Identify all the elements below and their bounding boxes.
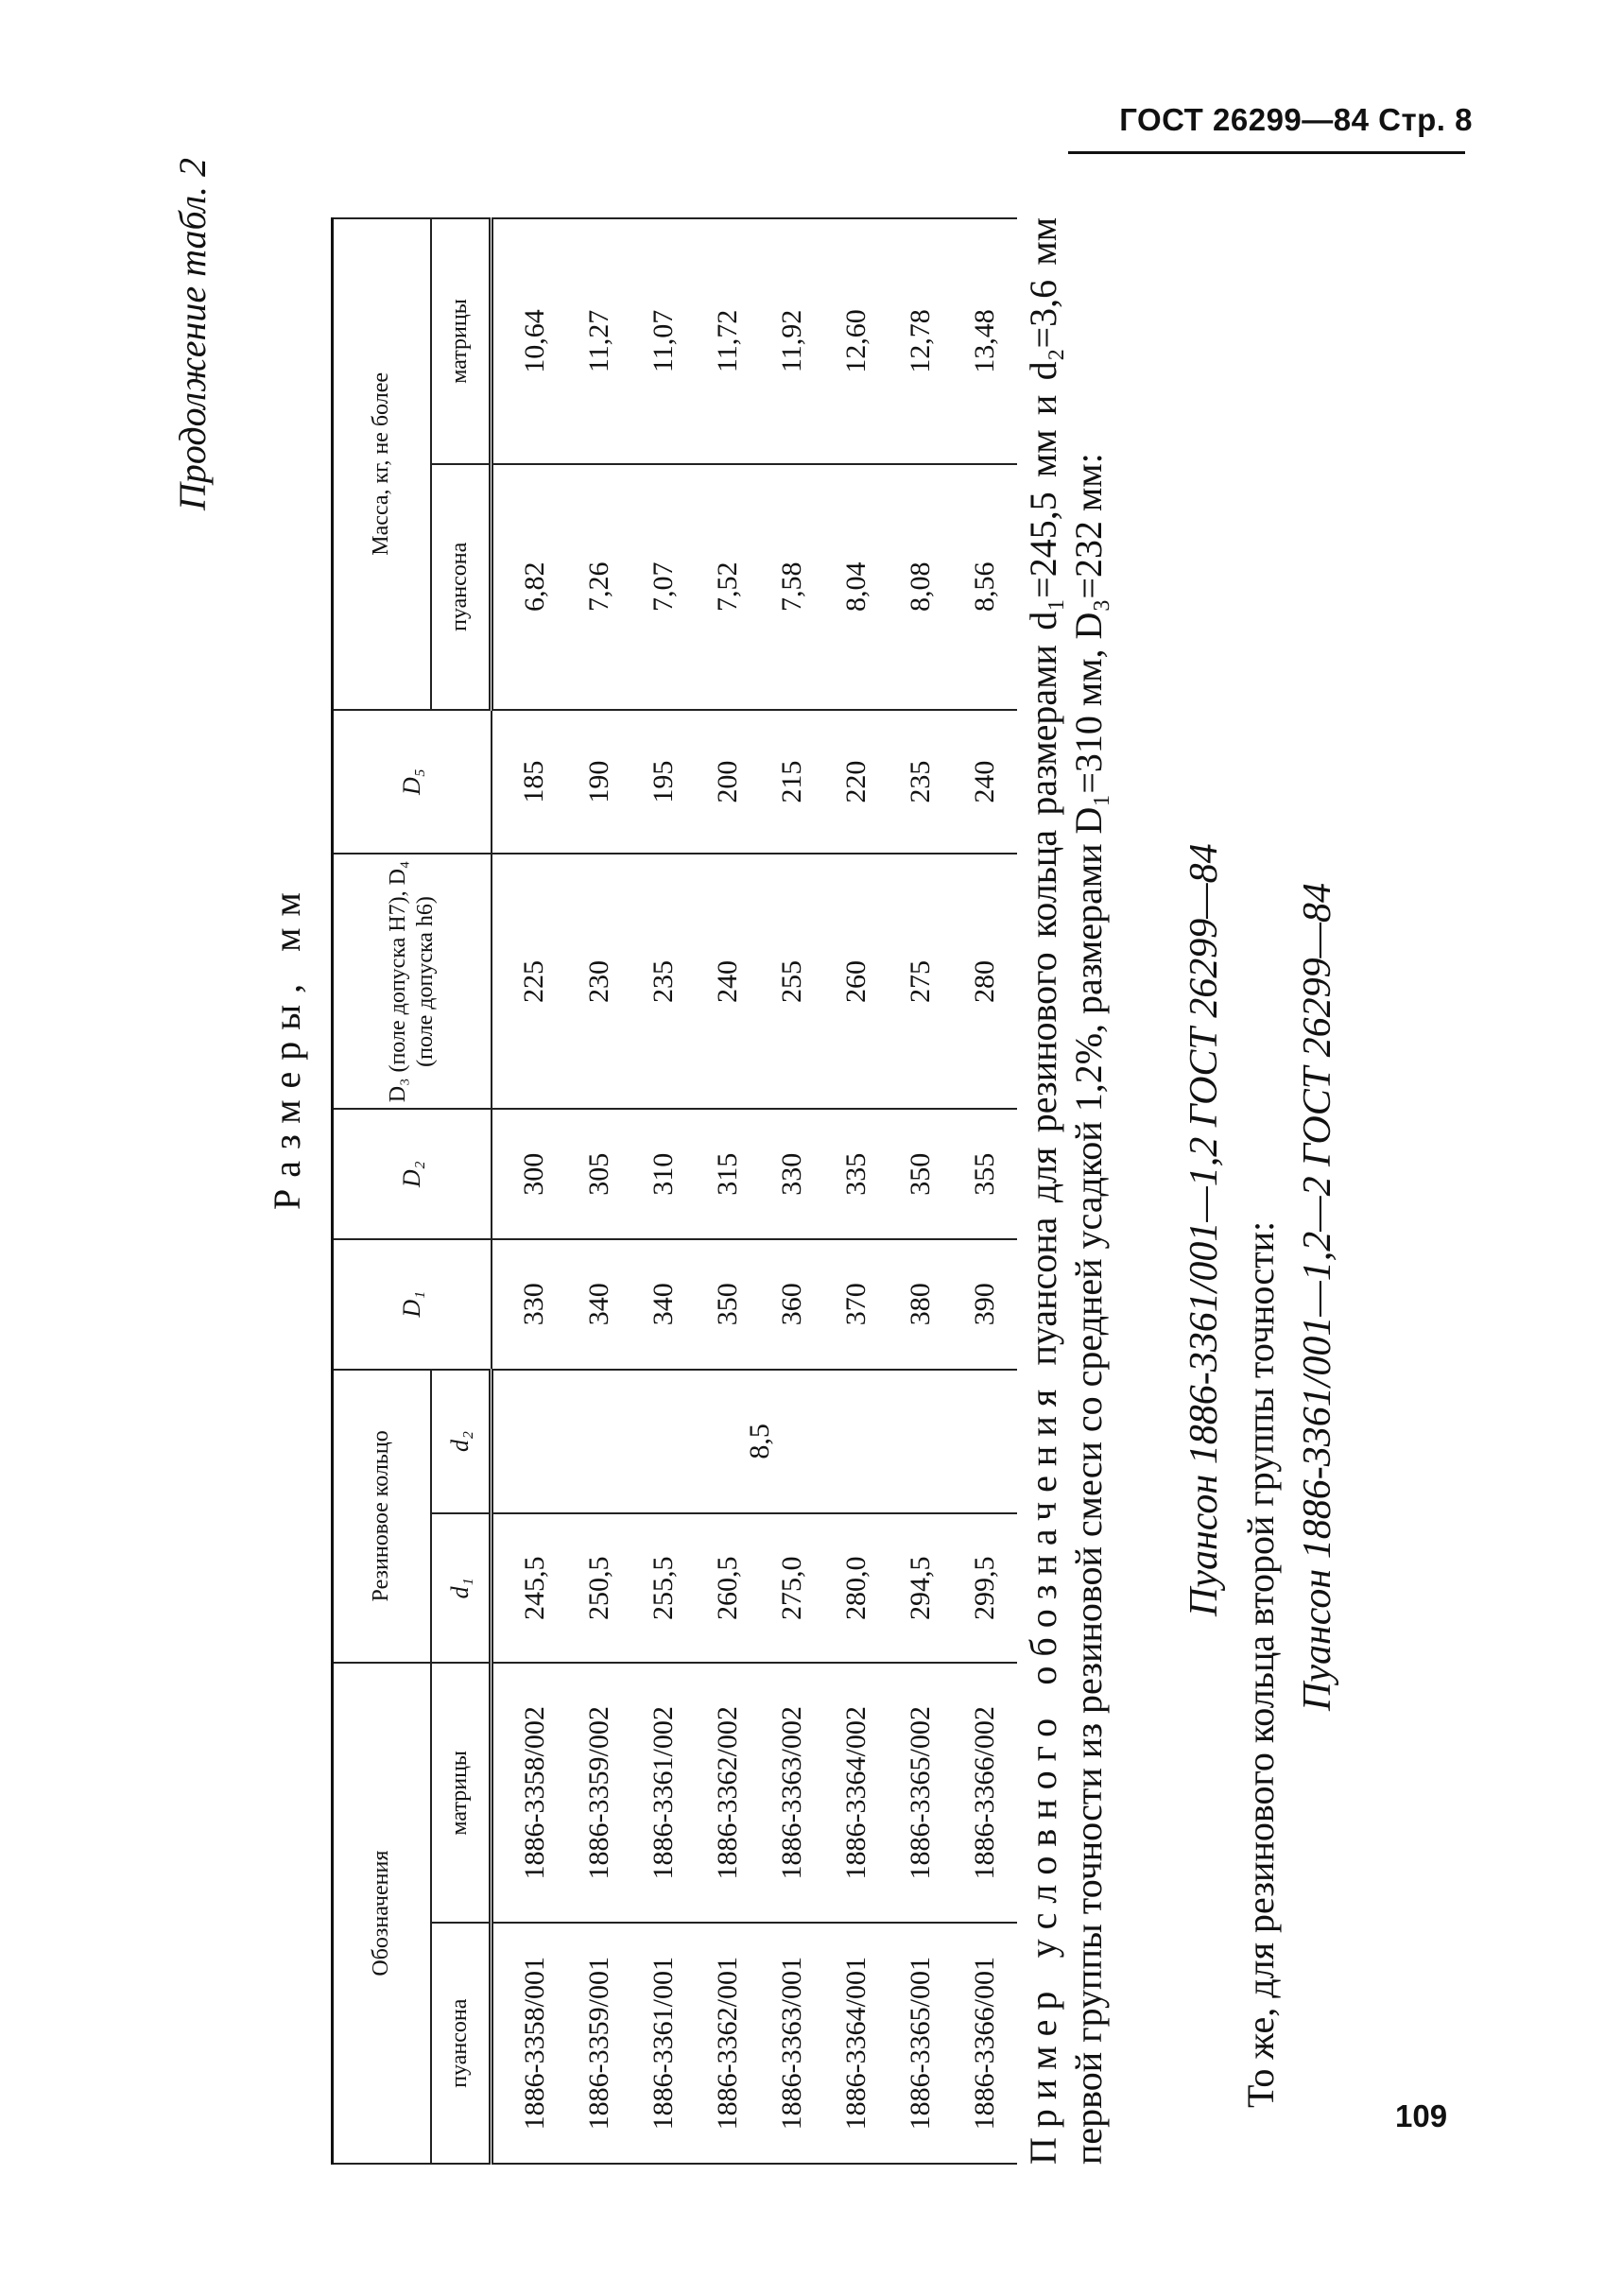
cell-d1: 294,5 bbox=[889, 1513, 953, 1663]
cell-d2: 305 bbox=[567, 1109, 631, 1239]
cell-die: 1886-3365/002 bbox=[889, 1663, 953, 1923]
cell-d34: 235 bbox=[631, 854, 696, 1109]
cell-d1: 275,0 bbox=[760, 1513, 824, 1663]
cell-d2: 300 bbox=[492, 1109, 568, 1239]
table-row bbox=[492, 218, 568, 2164]
example-second-text: То же, для резинового кольца второй группы точности: bbox=[1239, 1220, 1282, 2108]
continuation-label: Продолжение табл. 2 bbox=[171, 157, 214, 510]
cell-d5: 190 bbox=[567, 710, 631, 855]
cell-d1: 280,0 bbox=[824, 1513, 889, 1663]
table-caption: Размеры, мм bbox=[266, 881, 308, 1210]
cell-m-punch: 7,52 bbox=[696, 464, 760, 710]
cell-d2: 315 bbox=[696, 1109, 760, 1239]
header-punch: пуансона bbox=[431, 1923, 492, 2164]
cell-die: 1886-3363/002 bbox=[760, 1663, 824, 1923]
header-d1: d₁ bbox=[431, 1513, 492, 1663]
table-row bbox=[889, 218, 953, 2164]
cell-d1: 370 bbox=[824, 1239, 889, 1370]
cell-d34: 240 bbox=[696, 854, 760, 1109]
cell-d5: 235 bbox=[889, 710, 953, 855]
cell-die: 1886-3359/002 bbox=[567, 1663, 631, 1923]
cell-d34: 280 bbox=[953, 854, 1017, 1109]
cell-punch: 1886-3365/001 bbox=[889, 1923, 953, 2164]
cell-m-die: 13,48 bbox=[953, 218, 1017, 464]
cell-d2-common: 8,5 bbox=[492, 1370, 1018, 1514]
header-D5: D₅ bbox=[333, 710, 492, 855]
table-row bbox=[631, 218, 696, 2164]
cell-m-die: 11,92 bbox=[760, 218, 824, 464]
cell-die: 1886-3364/002 bbox=[824, 1663, 889, 1923]
header-D3-D4: D₃ (поле допуска H7), D₄ (поле допуска h6) bbox=[333, 854, 492, 1109]
cell-d1: 380 bbox=[889, 1239, 953, 1370]
table-row bbox=[567, 218, 631, 2164]
cell-d1: 340 bbox=[631, 1239, 696, 1370]
cell-d5: 220 bbox=[824, 710, 889, 855]
cell-m-punch: 8,04 bbox=[824, 464, 889, 710]
cell-d2: 330 bbox=[760, 1109, 824, 1239]
cell-d5: 215 bbox=[760, 710, 824, 855]
example-code-second-group: Пуансон 1886-3361/001—1,2—2 ГОСТ 26299—84 bbox=[1296, 883, 1339, 1711]
table-row bbox=[953, 218, 1017, 2164]
table-row bbox=[760, 218, 824, 2164]
cell-m-punch: 8,56 bbox=[953, 464, 1017, 710]
cell-m-die: 11,07 bbox=[631, 218, 696, 464]
table-row bbox=[696, 218, 760, 2164]
cell-d1: 299,5 bbox=[953, 1513, 1017, 1663]
cell-m-punch: 6,82 bbox=[492, 464, 568, 710]
example-code-first-group: Пуансон 1886-3361/001—1,2 ГОСТ 26299—84 bbox=[1182, 843, 1226, 1616]
cell-d5: 195 bbox=[631, 710, 696, 855]
cell-d2: 350 bbox=[889, 1109, 953, 1239]
cell-d34: 260 bbox=[824, 854, 889, 1109]
cell-d1: 360 bbox=[760, 1239, 824, 1370]
page-header bbox=[1119, 102, 1473, 138]
cell-m-punch: 7,26 bbox=[567, 464, 631, 710]
cell-m-die: 11,72 bbox=[696, 218, 760, 464]
header-rule bbox=[1068, 151, 1465, 154]
cell-punch: 1886-3363/001 bbox=[760, 1923, 824, 2164]
cell-punch: 1886-3362/001 bbox=[696, 1923, 760, 2164]
header-designation: Обозначения bbox=[333, 1663, 431, 2164]
gost-number: ГОСТ 26299—84 bbox=[1119, 102, 1370, 137]
header-mass-punch: пуансона bbox=[431, 464, 492, 710]
cell-d1: 245,5 bbox=[492, 1513, 568, 1663]
cell-m-die: 12,78 bbox=[889, 218, 953, 464]
header-mass: Масса, кг, не более bbox=[333, 218, 431, 710]
cell-d34: 255 bbox=[760, 854, 824, 1109]
designation-example bbox=[1021, 217, 1112, 2165]
cell-m-punch: 7,07 bbox=[631, 464, 696, 710]
cell-d1: 390 bbox=[953, 1239, 1017, 1370]
cell-d1: 340 bbox=[567, 1239, 631, 1370]
header-ring: Резиновое кольцо bbox=[333, 1370, 431, 1664]
cell-d34: 225 bbox=[492, 854, 568, 1109]
header-mass-die: матрицы bbox=[431, 218, 492, 464]
cell-d34: 230 bbox=[567, 854, 631, 1109]
cell-d1: 260,5 bbox=[696, 1513, 760, 1663]
header-d2: d₂ bbox=[431, 1370, 492, 1514]
cell-die: 1886-3358/002 bbox=[492, 1663, 568, 1923]
cell-die: 1886-3366/002 bbox=[953, 1663, 1017, 1923]
cell-punch: 1886-3364/001 bbox=[824, 1923, 889, 2164]
dimensions-table bbox=[331, 217, 1017, 2165]
cell-d5: 240 bbox=[953, 710, 1017, 855]
cell-m-punch: 8,08 bbox=[889, 464, 953, 710]
header-die: матрицы bbox=[431, 1663, 492, 1923]
rotated-content bbox=[161, 157, 1389, 2165]
header-D1: D₁ bbox=[333, 1239, 492, 1370]
cell-d5: 200 bbox=[696, 710, 760, 855]
cell-punch: 1886-3361/001 bbox=[631, 1923, 696, 2164]
page-number: 109 bbox=[1395, 2098, 1448, 2133]
cell-d1: 330 bbox=[492, 1239, 568, 1370]
cell-die: 1886-3362/002 bbox=[696, 1663, 760, 1923]
cell-d2: 335 bbox=[824, 1109, 889, 1239]
cell-m-die: 12,60 bbox=[824, 218, 889, 464]
cell-d34: 275 bbox=[889, 854, 953, 1109]
example-lead: Пример условного обозначения bbox=[1022, 1379, 1064, 2165]
page-label: Стр. 8 bbox=[1378, 102, 1473, 137]
cell-d2: 310 bbox=[631, 1109, 696, 1239]
cell-d1: 255,5 bbox=[631, 1513, 696, 1663]
example-text: пуансона для резинового кольца размерами d₁=245,5 мм и d₂=3,6 мм первой группы точности из резиновой смеси со средней усадкой 1,2%, размерами D₁=310 мм, D₃=232 мм: bbox=[1022, 216, 1110, 2165]
cell-d2: 355 bbox=[953, 1109, 1017, 1239]
cell-m-die: 11,27 bbox=[567, 218, 631, 464]
header-D2: D₂ bbox=[333, 1109, 492, 1239]
cell-punch: 1886-3366/001 bbox=[953, 1923, 1017, 2164]
cell-d1: 250,5 bbox=[567, 1513, 631, 1663]
cell-punch: 1886-3358/001 bbox=[492, 1923, 568, 2164]
table-body bbox=[492, 218, 1018, 2164]
cell-die: 1886-3361/002 bbox=[631, 1663, 696, 1923]
cell-punch: 1886-3359/001 bbox=[567, 1923, 631, 2164]
cell-m-punch: 7,58 bbox=[760, 464, 824, 710]
cell-d1: 350 bbox=[696, 1239, 760, 1370]
table-row bbox=[824, 218, 889, 2164]
cell-d5: 185 bbox=[492, 710, 568, 855]
cell-m-die: 10,64 bbox=[492, 218, 568, 464]
